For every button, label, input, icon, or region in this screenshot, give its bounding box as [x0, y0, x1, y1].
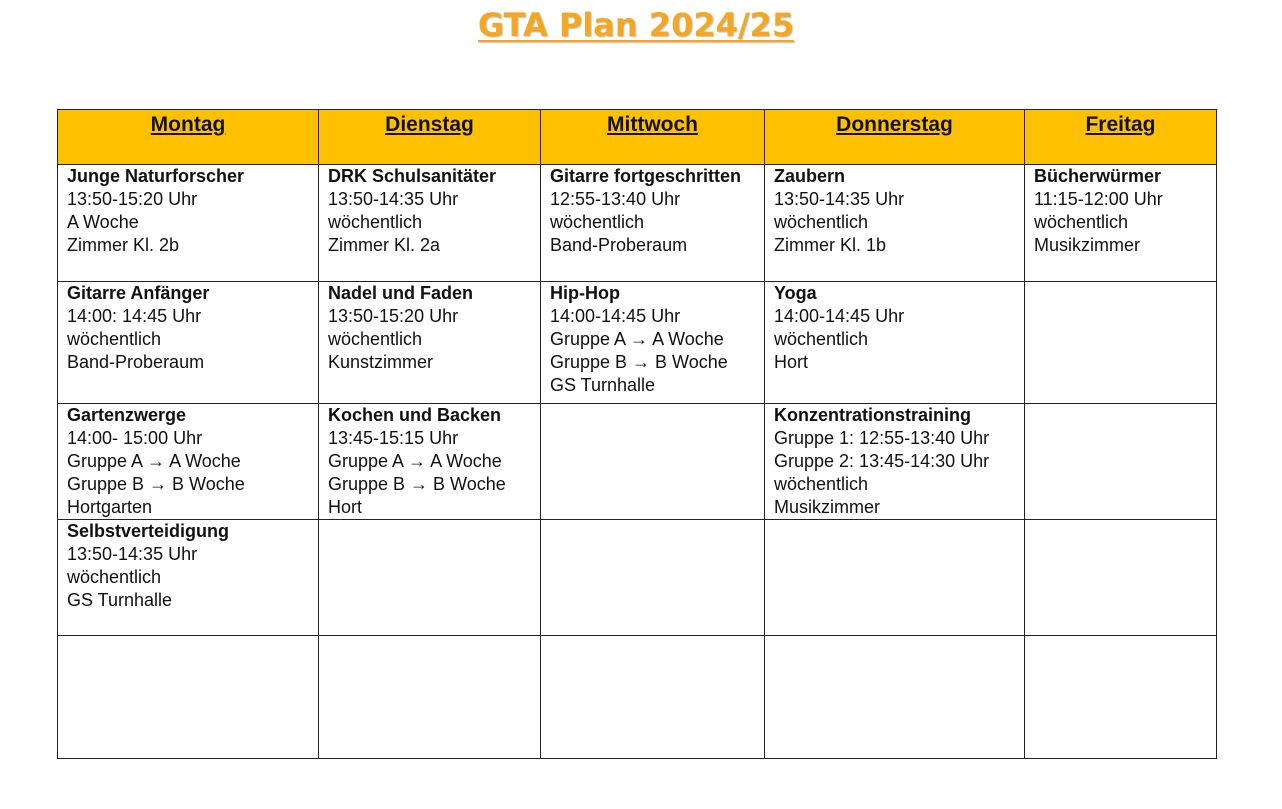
- schedule-table: [57, 109, 1217, 759]
- activity-detail: 13:50-14:35 Uhr: [67, 544, 198, 564]
- activity-name: Yoga: [774, 283, 817, 303]
- activity-name: Zaubern: [774, 166, 846, 186]
- header-dienstag: Dienstag: [319, 110, 541, 165]
- activity-detail: wöchentlich: [67, 567, 162, 587]
- activity-detail: wöchentlich: [328, 212, 423, 232]
- activity-detail: 13:50-14:35 Uhr: [328, 189, 459, 209]
- activity-detail: Band-Proberaum: [550, 235, 688, 255]
- table-row: [58, 282, 1217, 404]
- activity-detail: Gruppe 2: 13:45-14:30 Uhr: [774, 451, 990, 471]
- cell-montag: [58, 282, 319, 404]
- activity-detail: Gruppe A → A Woche: [67, 451, 241, 471]
- table-row: [58, 165, 1217, 282]
- activity-detail: 11:15-12:00 Uhr: [1034, 189, 1163, 209]
- activity-detail: Hort: [328, 497, 363, 517]
- activity-name: Selbstverteidigung: [67, 521, 230, 541]
- activity-detail: 14:00-14:45 Uhr: [550, 306, 681, 326]
- header-row: [58, 110, 1217, 165]
- activity-detail: Musikzimmer: [774, 497, 880, 517]
- cell-mittwoch: [541, 165, 765, 282]
- activity-detail: wöchentlich: [774, 329, 869, 349]
- cell-montag: [58, 636, 319, 759]
- activity-detail: GS Turnhalle: [550, 375, 656, 395]
- activity-detail: 12:55-13:40 Uhr: [550, 189, 681, 209]
- activity-detail: Zimmer Kl. 1b: [774, 235, 887, 255]
- activity-detail: wöchentlich: [774, 474, 869, 494]
- activity-name: Nadel und Faden: [328, 283, 474, 303]
- activity-detail: Musikzimmer: [1034, 235, 1140, 255]
- activity-detail: A Woche: [67, 212, 139, 232]
- activity-detail: Gruppe 1: 12:55-13:40 Uhr: [774, 428, 990, 448]
- cell-dienstag: [319, 282, 541, 404]
- activity-detail: 14:00-14:45 Uhr: [774, 306, 905, 326]
- activity-detail: 13:50-14:35 Uhr: [774, 189, 905, 209]
- cell-montag: [58, 520, 319, 636]
- activity-name: Junge Naturforscher: [67, 166, 245, 186]
- cell-dienstag: [319, 404, 541, 520]
- cell-mittwoch: [541, 404, 765, 520]
- cell-freitag: [1025, 636, 1217, 759]
- cell-freitag: [1025, 282, 1217, 404]
- activity-detail: Gruppe B → B Woche: [328, 474, 506, 494]
- cell-freitag: [1025, 520, 1217, 636]
- activity-detail: Gruppe B → B Woche: [67, 474, 245, 494]
- activity-name: Bücherwürmer: [1034, 166, 1162, 186]
- activity-detail: 13:45-15:15 Uhr: [328, 428, 459, 448]
- activity-detail: Hort: [774, 352, 809, 372]
- activity-name: DRK Schulsanitäter: [328, 166, 497, 186]
- page-title: GTA Plan 2024/25: [477, 6, 795, 44]
- activity-detail: 14:00: 14:45 Uhr: [67, 306, 202, 326]
- cell-donnerstag: [765, 282, 1025, 404]
- activity-detail: 13:50-15:20 Uhr: [67, 189, 198, 209]
- header-mittwoch: Mittwoch: [541, 110, 765, 165]
- activity-name: Kochen und Backen: [328, 405, 502, 425]
- cell-dienstag: [319, 636, 541, 759]
- header-freitag: Freitag: [1025, 110, 1217, 165]
- activity-detail: GS Turnhalle: [67, 590, 173, 610]
- activity-detail: 13:50-15:20 Uhr: [328, 306, 459, 326]
- activity-detail: Hortgarten: [67, 497, 153, 517]
- activity-detail: wöchentlich: [67, 329, 162, 349]
- cell-donnerstag: [765, 404, 1025, 520]
- header-montag: Montag: [58, 110, 319, 165]
- activity-detail: Kunstzimmer: [328, 352, 434, 372]
- activity-name: Hip-Hop: [550, 283, 620, 303]
- cell-mittwoch: [541, 636, 765, 759]
- activity-detail: Gruppe A → A Woche: [328, 451, 502, 471]
- activity-detail: 14:00- 15:00 Uhr: [67, 428, 203, 448]
- activity-name: Gitarre fortgeschritten: [550, 166, 742, 186]
- activity-name: Gitarre Anfänger: [67, 283, 210, 303]
- cell-mittwoch: [541, 282, 765, 404]
- table-row: [58, 404, 1217, 520]
- activity-detail: wöchentlich: [1034, 212, 1129, 232]
- activity-detail: wöchentlich: [550, 212, 645, 232]
- activity-detail: Gruppe B → B Woche: [550, 352, 728, 372]
- cell-montag: [58, 404, 319, 520]
- activity-detail: Zimmer Kl. 2b: [67, 235, 180, 255]
- header-donnerstag: Donnerstag: [765, 110, 1025, 165]
- activity-name: Gartenzwerge: [67, 405, 187, 425]
- activity-detail: wöchentlich: [328, 329, 423, 349]
- table-row: [58, 520, 1217, 636]
- cell-mittwoch: [541, 520, 765, 636]
- cell-montag: [58, 165, 319, 282]
- cell-dienstag: [319, 165, 541, 282]
- table-row: [58, 636, 1217, 759]
- activity-detail: Zimmer Kl. 2a: [328, 235, 441, 255]
- cell-donnerstag: [765, 520, 1025, 636]
- cell-donnerstag: [765, 636, 1025, 759]
- cell-dienstag: [319, 520, 541, 636]
- cell-donnerstag: [765, 165, 1025, 282]
- activity-detail: Gruppe A → A Woche: [550, 329, 724, 349]
- activity-detail: wöchentlich: [774, 212, 869, 232]
- activity-detail: Band-Proberaum: [67, 352, 205, 372]
- activity-name: Konzentrationstraining: [774, 405, 971, 425]
- cell-freitag: [1025, 404, 1217, 520]
- cell-freitag: [1025, 165, 1217, 282]
